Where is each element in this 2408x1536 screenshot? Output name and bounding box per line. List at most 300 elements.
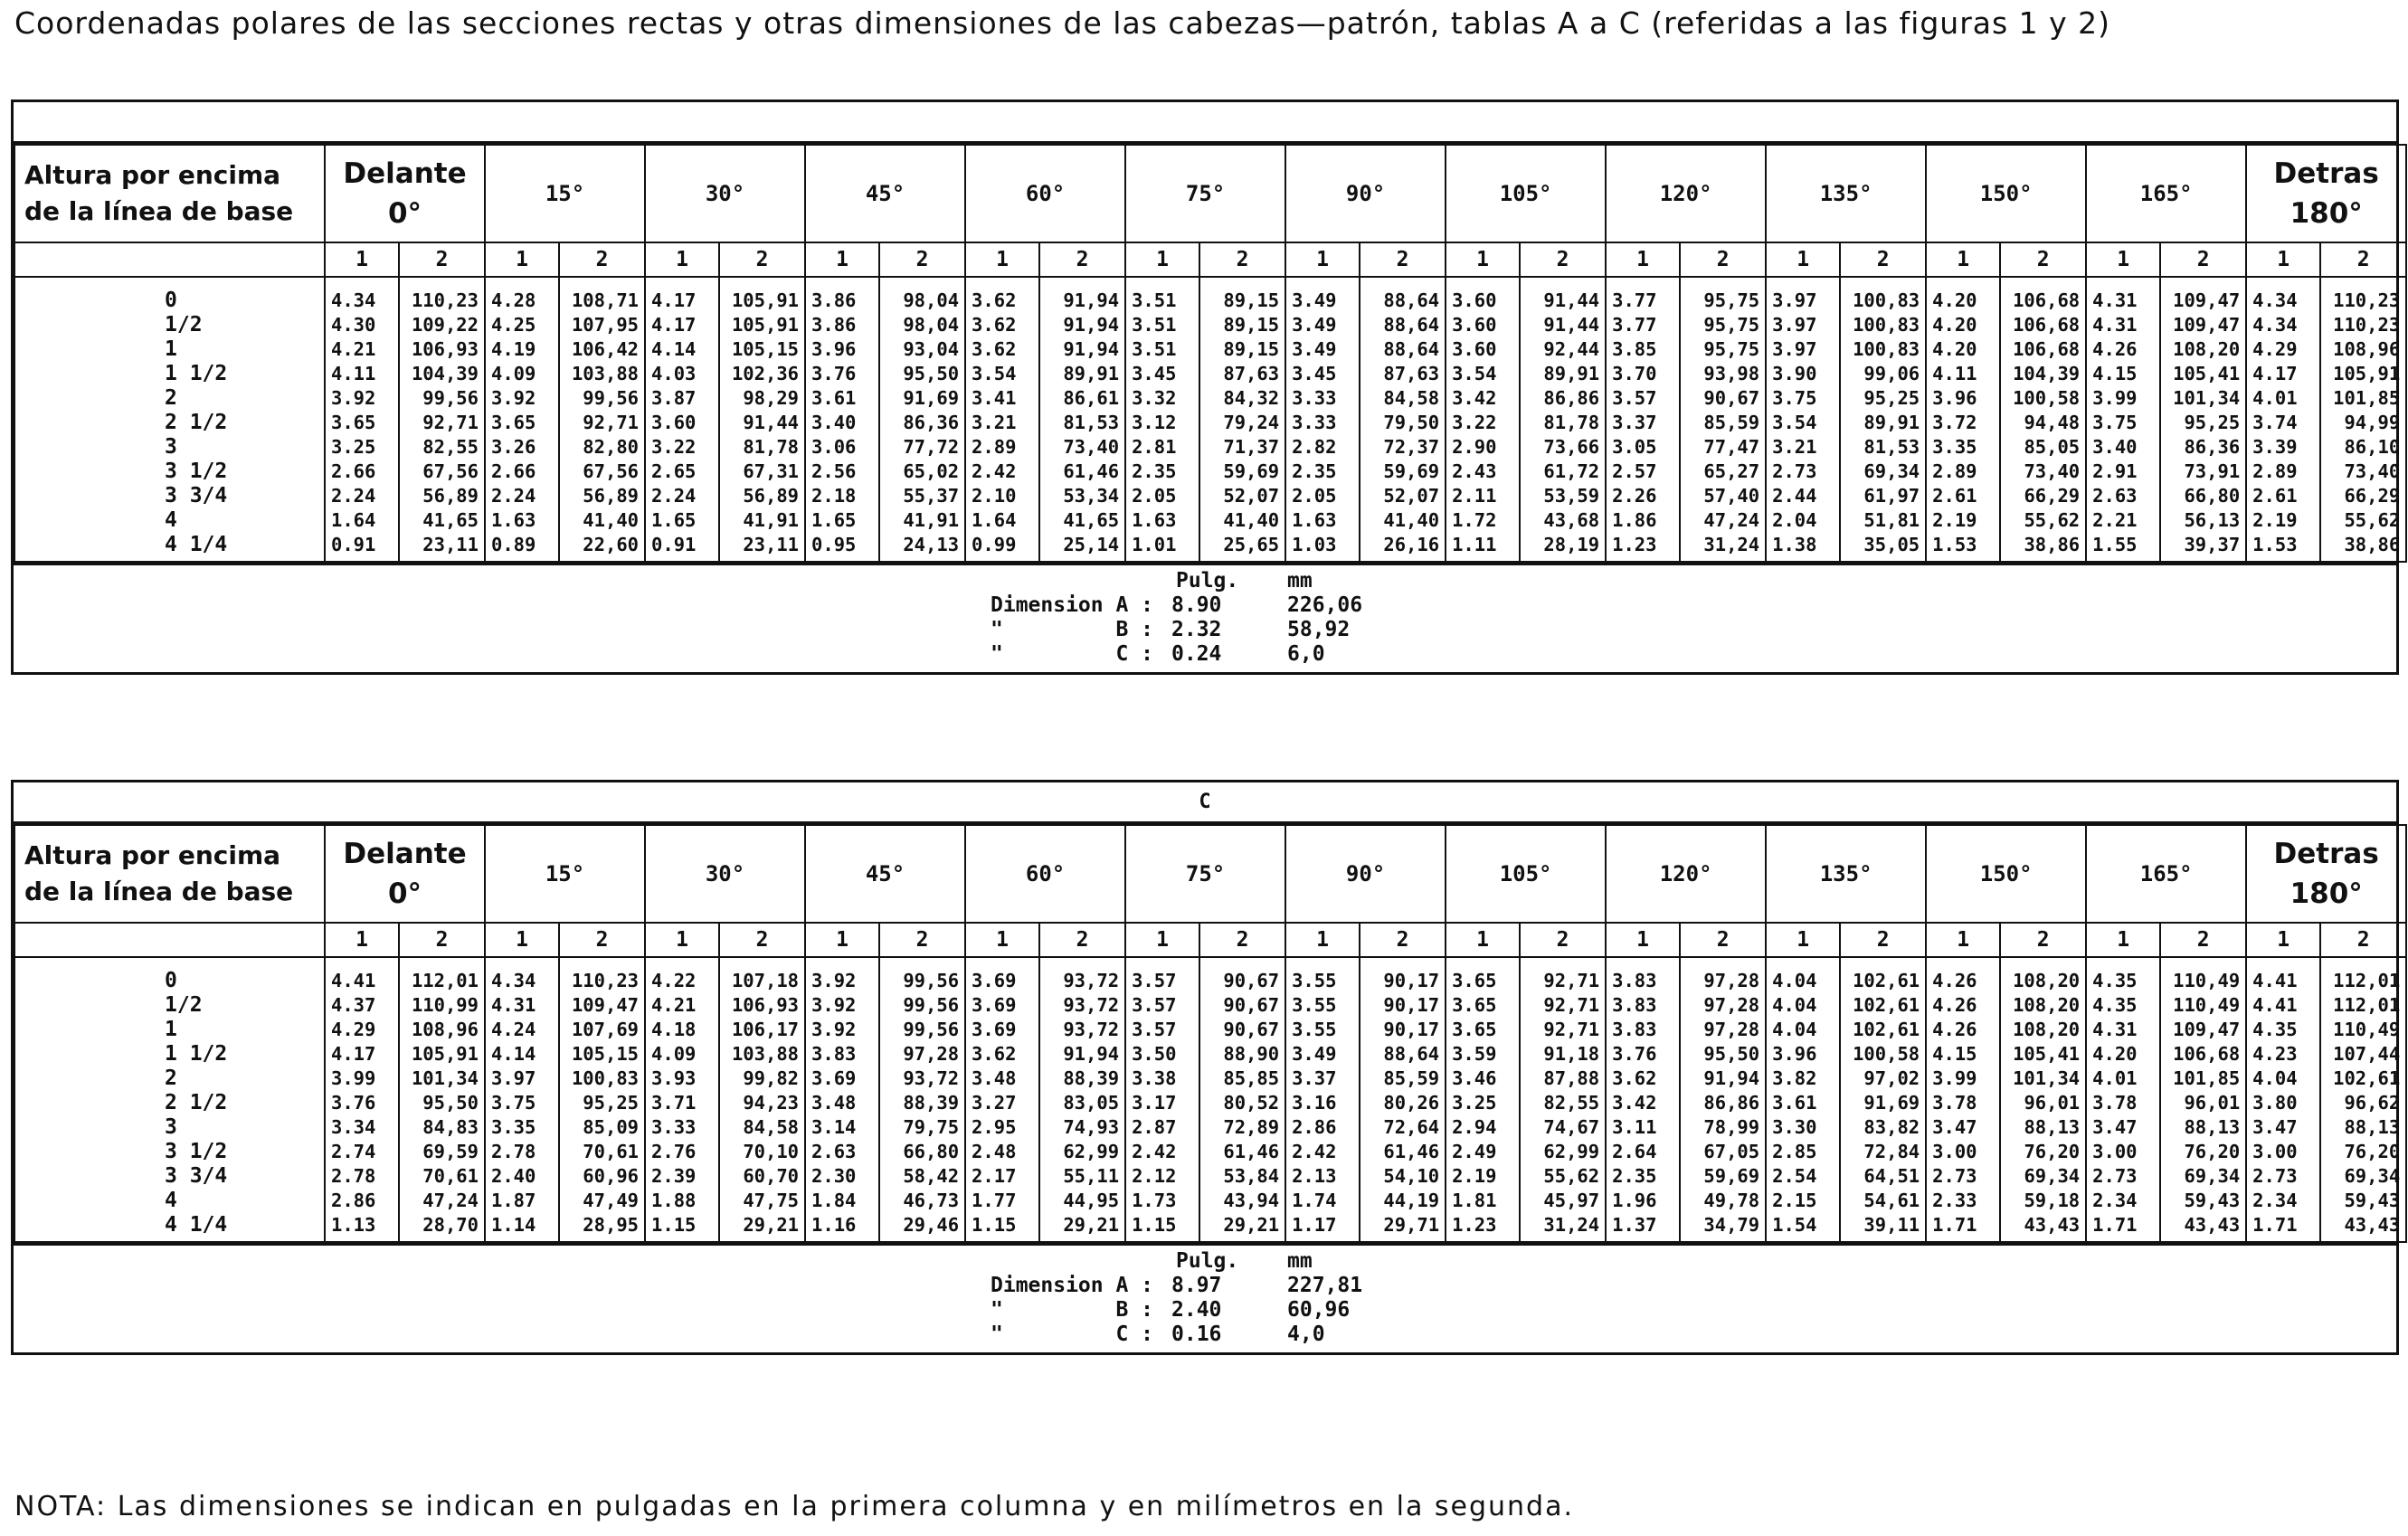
mm-value: 95,25 [583, 1092, 640, 1114]
back-angle: 180° [2289, 197, 2363, 230]
subheader-mm: 2 [1039, 242, 1125, 277]
inches-value: 2.42 [1292, 1141, 1337, 1162]
mm-value: 88,64 [1383, 314, 1440, 336]
mm-value: 82,80 [583, 436, 640, 458]
inches-value: 3.14 [811, 1116, 857, 1138]
mm-value: 101,34 [2013, 1067, 2081, 1089]
inches-value: 0.91 [651, 534, 697, 555]
inches-value: 3.47 [2092, 1116, 2138, 1138]
dimension-mm: 58,92 [1287, 618, 1351, 641]
mm-value: 100,83 [571, 1067, 640, 1089]
inches-value: 3.87 [651, 387, 697, 409]
inches-value: 2.85 [1772, 1141, 1817, 1162]
mm-value: 105,41 [2013, 1043, 2081, 1065]
mm-value: 88,13 [2024, 1116, 2081, 1138]
dimension-inches: 8.97 [1171, 1274, 1222, 1297]
mm-value: 102,61 [1853, 1019, 1920, 1040]
inches-value: 3.96 [1932, 387, 1977, 409]
inches-value: 4.11 [331, 363, 376, 384]
mm-value: 88,13 [2184, 1116, 2241, 1138]
inches-value: 3.85 [1612, 338, 1657, 360]
dimensions-box [14, 1243, 2396, 1352]
mm-value: 28,70 [422, 1214, 479, 1236]
mm-value: 91,94 [1703, 1067, 1760, 1089]
mm-value: 44,19 [1383, 1190, 1440, 1211]
subheader-mm: 2 [879, 923, 965, 957]
inches-value: 3.74 [2252, 412, 2298, 433]
inches-value: 2.17 [972, 1165, 1017, 1187]
mm-value: 96,01 [2024, 1092, 2081, 1114]
mm-value: 112,01 [2333, 970, 2401, 991]
mm-value: 95,75 [1703, 289, 1760, 311]
dimension-label: Dimension A : [991, 1274, 1154, 1297]
subheader-inches: 1 [1766, 923, 1840, 957]
mm-value: 65,27 [1703, 460, 1760, 482]
inches-value: 2.89 [972, 436, 1017, 458]
subheader-mm: 2 [1199, 242, 1285, 277]
mm-value: 85,59 [1383, 1067, 1440, 1089]
inches-value: 2.64 [1612, 1141, 1657, 1162]
inches-value: 3.75 [491, 1092, 536, 1114]
inches-value: 1.65 [651, 509, 697, 531]
table-a [11, 100, 2399, 675]
inches-value: 3.00 [2092, 1141, 2138, 1162]
mm-value: 94,99 [2344, 412, 2401, 433]
mm-value: 109,47 [2173, 289, 2241, 311]
inches-value: 3.65 [331, 412, 376, 433]
inches-value: 2.95 [972, 1116, 1017, 1138]
mm-value: 89,91 [1863, 412, 1920, 433]
height-value: 0 [165, 289, 177, 312]
mm-column [2320, 277, 2406, 562]
inches-value: 4.11 [1932, 363, 1977, 384]
inches-value: 4.21 [331, 338, 376, 360]
mm-value: 57,40 [1703, 485, 1760, 507]
inches-value: 1.37 [1612, 1214, 1657, 1236]
height-column [14, 277, 325, 562]
inches-value: 3.83 [1612, 970, 1657, 991]
inches-value: 2.24 [491, 485, 536, 507]
mm-value: 94,23 [743, 1092, 800, 1114]
mm-value: 83,82 [1863, 1116, 1920, 1138]
mm-value: 73,91 [2184, 460, 2241, 482]
mm-value: 41,91 [743, 509, 800, 531]
inches-value: 3.83 [811, 1043, 857, 1065]
mm-value: 22,60 [583, 534, 640, 555]
mm-value: 56,89 [422, 485, 479, 507]
mm-value: 61,97 [1863, 485, 1920, 507]
mm-value: 41,40 [1223, 509, 1280, 531]
mm-value: 84,32 [1223, 387, 1280, 409]
inches-value: 2.78 [331, 1165, 376, 1187]
inches-column [965, 957, 1039, 1242]
mm-value: 99,56 [903, 1019, 960, 1040]
inches-value: 3.61 [1772, 1092, 1817, 1114]
mm-value: 26,16 [1383, 534, 1440, 555]
inches-column [1926, 957, 2000, 1242]
inches-column [1285, 957, 1360, 1242]
angle-header: 120° [1606, 825, 1766, 923]
subheader-mm: 2 [399, 242, 485, 277]
height-value: 4 1/4 [165, 1213, 228, 1237]
inches-value: 1.87 [491, 1190, 536, 1211]
front-angle: 0° [387, 877, 422, 910]
inches-column [485, 277, 559, 562]
inches-value: 1.01 [1132, 534, 1177, 555]
mm-value: 85,85 [1223, 1067, 1280, 1089]
subheader-mm: 2 [2000, 923, 2086, 957]
inches-value: 1.23 [1612, 534, 1657, 555]
inches-value: 4.20 [1932, 314, 1977, 336]
inches-column [1766, 277, 1840, 562]
inches-value: 4.17 [651, 314, 697, 336]
mm-value: 91,94 [1063, 1043, 1120, 1065]
inches-value: 3.65 [491, 412, 536, 433]
inches-value: 3.32 [1132, 387, 1177, 409]
inches-value: 3.69 [972, 970, 1017, 991]
inches-value: 1.81 [1452, 1190, 1497, 1211]
mm-value: 92,71 [422, 412, 479, 433]
inches-value: 3.37 [1292, 1067, 1337, 1089]
inches-value: 2.30 [811, 1165, 857, 1187]
mm-column [719, 957, 805, 1242]
mm-value: 31,24 [1703, 534, 1760, 555]
mm-value: 112,01 [411, 970, 479, 991]
angle-header: 165° [2086, 825, 2246, 923]
inches-value: 2.86 [1292, 1116, 1337, 1138]
subheader-inches: 1 [645, 923, 719, 957]
mm-value: 47,24 [422, 1190, 479, 1211]
inches-value: 2.57 [1612, 460, 1657, 482]
mm-value: 77,72 [903, 436, 960, 458]
mm-value: 55,37 [903, 485, 960, 507]
inches-value: 1.84 [811, 1190, 857, 1211]
mm-value: 67,56 [583, 460, 640, 482]
mm-value: 64,51 [1863, 1165, 1920, 1187]
mm-value: 62,99 [1543, 1141, 1600, 1162]
inches-value: 2.66 [491, 460, 536, 482]
inches-column [1926, 277, 2000, 562]
mm-value: 31,24 [1543, 1214, 1600, 1236]
inches-value: 3.75 [1772, 387, 1817, 409]
mm-value: 95,50 [1703, 1043, 1760, 1065]
subheader-inches: 1 [485, 242, 559, 277]
mm-value: 39,11 [1863, 1214, 1920, 1236]
mm-value: 104,39 [411, 363, 479, 384]
inches-column [485, 957, 559, 1242]
mm-column [1520, 957, 1606, 1242]
mm-value: 81,78 [743, 436, 800, 458]
mm-value: 56,89 [743, 485, 800, 507]
inches-value: 2.12 [1132, 1165, 1177, 1187]
inches-value: 3.22 [1452, 412, 1497, 433]
mm-value: 55,62 [2344, 509, 2401, 531]
inches-value: 3.65 [1452, 1019, 1497, 1040]
inches-value: 3.97 [1772, 338, 1817, 360]
subheader-mm: 2 [879, 242, 965, 277]
inches-value: 2.82 [1292, 436, 1337, 458]
inches-value: 3.60 [1452, 314, 1497, 336]
mm-value: 88,64 [1383, 1043, 1440, 1065]
mm-value: 77,47 [1703, 436, 1760, 458]
mm-value: 91,94 [1063, 314, 1120, 336]
inches-value: 1.63 [491, 509, 536, 531]
dimension-label: " B : [991, 618, 1154, 641]
inches-column [645, 277, 719, 562]
mm-value: 43,43 [2184, 1214, 2241, 1236]
subheader-inches: 1 [965, 923, 1039, 957]
inches-value: 3.92 [491, 387, 536, 409]
height-value: 3 1/2 [165, 1140, 228, 1163]
subheader-inches: 1 [1606, 242, 1680, 277]
mm-value: 110,23 [411, 289, 479, 311]
mm-value: 99,82 [743, 1067, 800, 1089]
inches-value: 3.82 [1772, 1067, 1817, 1089]
inches-value: 2.33 [1932, 1190, 1977, 1211]
angle-header: 45° [805, 145, 965, 242]
mm-value: 73,40 [2024, 460, 2081, 482]
mm-value: 105,15 [731, 338, 800, 360]
mm-value: 85,59 [1703, 412, 1760, 433]
subheader-mm: 2 [1840, 242, 1926, 277]
angle-header: 60° [965, 825, 1125, 923]
mm-value: 80,26 [1383, 1092, 1440, 1114]
inches-value: 2.42 [1132, 1141, 1177, 1162]
inches-value: 1.64 [972, 509, 1017, 531]
mm-column [879, 277, 965, 562]
inches-value: 3.97 [1772, 289, 1817, 311]
inches-value: 4.17 [651, 289, 697, 311]
back-angle-header [2246, 825, 2406, 923]
inches-value: 3.75 [2092, 412, 2138, 433]
unit-mm: mm [1287, 569, 1313, 593]
mm-value: 90,67 [1223, 1019, 1280, 1040]
mm-value: 25,14 [1063, 534, 1120, 555]
mm-value: 73,66 [1543, 436, 1600, 458]
mm-value: 55,11 [1063, 1165, 1120, 1187]
mm-value: 89,91 [1063, 363, 1120, 384]
mm-value: 56,89 [583, 485, 640, 507]
height-value: 1 [165, 1018, 177, 1041]
inches-value: 3.78 [1932, 1092, 1977, 1114]
inches-column [1446, 957, 1520, 1242]
mm-value: 61,46 [1223, 1141, 1280, 1162]
mm-value: 84,58 [1383, 387, 1440, 409]
mm-value: 108,20 [2013, 970, 2081, 991]
inches-value: 3.69 [811, 1067, 857, 1089]
mm-value: 60,96 [583, 1165, 640, 1187]
mm-value: 39,37 [2184, 534, 2241, 555]
inches-value: 1.53 [2252, 534, 2298, 555]
height-value: 4 [165, 508, 177, 532]
mm-value: 92,71 [1543, 970, 1600, 991]
mm-value: 106,93 [731, 994, 800, 1016]
height-value: 2 1/2 [165, 1091, 228, 1114]
inches-value: 2.05 [1292, 485, 1337, 507]
mm-value: 90,67 [1223, 970, 1280, 991]
mm-value: 59,43 [2344, 1190, 2401, 1211]
inches-value: 2.49 [1452, 1141, 1497, 1162]
inches-value: 1.88 [651, 1190, 697, 1211]
mm-value: 61,46 [1063, 460, 1120, 482]
inches-value: 4.01 [2092, 1067, 2138, 1089]
subheader-inches: 1 [805, 242, 879, 277]
mm-value: 43,43 [2024, 1214, 2081, 1236]
inches-value: 1.11 [1452, 534, 1497, 555]
inches-value: 2.11 [1452, 485, 1497, 507]
mm-value: 92,71 [1543, 994, 1600, 1016]
inches-value: 2.81 [1132, 436, 1177, 458]
mm-value: 79,24 [1223, 412, 1280, 433]
inches-value: 3.26 [491, 436, 536, 458]
mm-value: 86,86 [1703, 1092, 1760, 1114]
subheader-inches: 1 [1125, 242, 1199, 277]
mm-value: 95,75 [1703, 314, 1760, 336]
subheader-inches: 1 [2086, 242, 2160, 277]
angle-header: 90° [1285, 825, 1446, 923]
inches-value: 3.34 [331, 1116, 376, 1138]
mm-value: 24,13 [903, 534, 960, 555]
mm-value: 100,58 [1853, 1043, 1920, 1065]
subheader-inches: 1 [1926, 923, 2000, 957]
inches-value: 3.30 [1772, 1116, 1817, 1138]
inches-value: 1.73 [1132, 1190, 1177, 1211]
angle-header: 90° [1285, 145, 1446, 242]
subheader-inches: 1 [1766, 242, 1840, 277]
dimension-mm: 4,0 [1287, 1323, 1325, 1346]
mm-value: 81,53 [1063, 412, 1120, 433]
inches-value: 3.96 [811, 338, 857, 360]
inches-value: 2.73 [2252, 1165, 2298, 1187]
angle-header: 105° [1446, 145, 1606, 242]
mm-value: 102,61 [1853, 994, 1920, 1016]
mm-column [2160, 957, 2246, 1242]
inches-value: 1.53 [1932, 534, 1977, 555]
inches-column [325, 957, 399, 1242]
subheader-inches: 1 [2246, 242, 2320, 277]
inches-value: 3.12 [1132, 412, 1177, 433]
inches-value: 3.51 [1132, 338, 1177, 360]
subheader-mm: 2 [1360, 242, 1446, 277]
inches-value: 2.24 [651, 485, 697, 507]
inches-value: 2.04 [1772, 509, 1817, 531]
subheader-mm: 2 [1520, 923, 1606, 957]
dimension-inches: 0.24 [1171, 642, 1222, 666]
dimension-inches: 2.40 [1171, 1298, 1222, 1322]
inches-value: 3.57 [1132, 994, 1177, 1016]
mm-value: 79,50 [1383, 412, 1440, 433]
mm-value: 106,68 [2013, 338, 2081, 360]
inches-value: 4.41 [331, 970, 376, 991]
mm-value: 108,71 [571, 289, 640, 311]
mm-value: 58,42 [903, 1165, 960, 1187]
table-caption [14, 102, 2396, 144]
mm-value: 53,59 [1543, 485, 1600, 507]
mm-value: 100,83 [1853, 289, 1920, 311]
inches-value: 2.42 [972, 460, 1017, 482]
mm-value: 101,34 [411, 1067, 479, 1089]
inches-value: 3.45 [1132, 363, 1177, 384]
angle-header: 135° [1766, 145, 1926, 242]
inches-value: 4.09 [651, 1043, 697, 1065]
inches-value: 2.40 [491, 1165, 536, 1187]
front-label: Delante [343, 838, 467, 870]
mm-value: 86,10 [2344, 436, 2401, 458]
back-angle-header [2246, 145, 2406, 242]
inches-column [645, 957, 719, 1242]
mm-value: 99,56 [422, 387, 479, 409]
subheader-inches: 1 [2246, 923, 2320, 957]
mm-value: 91,18 [1543, 1043, 1600, 1065]
height-value: 1 1/2 [165, 1042, 228, 1066]
mm-value: 79,75 [903, 1116, 960, 1138]
inches-value: 3.54 [1772, 412, 1817, 433]
mm-value: 72,64 [1383, 1116, 1440, 1138]
inches-value: 3.21 [1772, 436, 1817, 458]
mm-value: 97,28 [1703, 994, 1760, 1016]
inches-value: 4.29 [2252, 338, 2298, 360]
inches-value: 2.66 [331, 460, 376, 482]
mm-value: 105,15 [571, 1043, 640, 1065]
inches-column [2086, 957, 2160, 1242]
mm-value: 101,85 [2173, 1067, 2241, 1089]
mm-column [399, 957, 485, 1242]
mm-column [879, 957, 965, 1242]
inches-value: 4.28 [491, 289, 536, 311]
dimension-label: " C : [991, 642, 1154, 666]
subheader-inches: 1 [645, 242, 719, 277]
inches-value: 4.26 [2092, 338, 2138, 360]
mm-value: 100,83 [1853, 314, 1920, 336]
mm-value: 41,40 [1383, 509, 1440, 531]
inches-value: 3.61 [811, 387, 857, 409]
front-angle: 0° [387, 197, 422, 230]
inches-value: 1.96 [1612, 1190, 1657, 1211]
inches-value: 3.70 [1612, 363, 1657, 384]
mm-value: 60,70 [743, 1165, 800, 1187]
inches-value: 4.09 [491, 363, 536, 384]
inches-value: 2.87 [1132, 1116, 1177, 1138]
inches-value: 3.49 [1292, 1043, 1337, 1065]
inches-value: 4.17 [331, 1043, 376, 1065]
inches-value: 4.30 [331, 314, 376, 336]
unit-mm: mm [1287, 1249, 1313, 1273]
mm-value: 87,63 [1223, 363, 1280, 384]
inches-value: 4.20 [2092, 1043, 2138, 1065]
subheader-inches: 1 [325, 242, 399, 277]
inches-value: 3.46 [1452, 1067, 1497, 1089]
height-value: 2 1/2 [165, 411, 228, 434]
inches-value: 4.26 [1932, 970, 1977, 991]
inches-value: 3.59 [1452, 1043, 1497, 1065]
mm-value: 93,72 [1063, 1019, 1120, 1040]
mm-column [719, 277, 805, 562]
subheader-mm: 2 [1039, 923, 1125, 957]
mm-value: 91,94 [1063, 289, 1120, 311]
inches-value: 2.73 [1772, 460, 1817, 482]
mm-value: 69,34 [2184, 1165, 2241, 1187]
inches-value: 4.26 [1932, 994, 1977, 1016]
mm-value: 61,72 [1543, 460, 1600, 482]
inches-value: 3.71 [651, 1092, 697, 1114]
mm-value: 54,10 [1383, 1165, 1440, 1187]
mm-value: 90,17 [1383, 994, 1440, 1016]
inches-value: 3.92 [811, 1019, 857, 1040]
mm-value: 41,65 [422, 509, 479, 531]
subheader-inches: 1 [1446, 242, 1520, 277]
inches-value: 3.41 [972, 387, 1017, 409]
inches-value: 1.13 [331, 1214, 376, 1236]
